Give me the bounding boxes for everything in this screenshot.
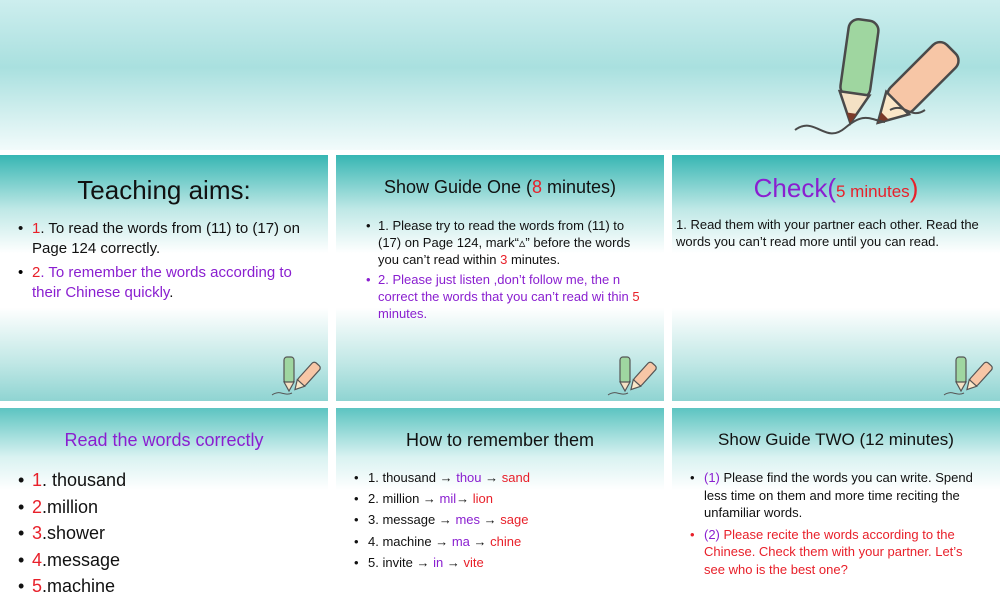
list-item: • 1. Please try to read the words from (11) to (17) on Page 124, mark“▵” before the words you can’t read within 3 minutes.: [366, 217, 648, 268]
slide-check: [672, 155, 1000, 401]
list-item: • 5. invite → in → vite: [354, 552, 644, 573]
list-item: • 2. To remember the words according to their Chinese quickly.: [18, 263, 318, 303]
list-item: • 3. message → mes → sage: [354, 509, 644, 530]
slide-read-words: [0, 408, 328, 604]
slide-title: Read the words correctly: [64, 430, 264, 450]
pencil-decoration-icon: [942, 353, 1000, 399]
pencil-decoration-icon: [790, 10, 990, 150]
pencil-decoration-icon: [606, 353, 664, 399]
slide-guide-one: [336, 155, 664, 401]
slide-remember-them: [336, 408, 664, 604]
list-item: • 2. million → mil→ lion: [354, 488, 644, 509]
list-item: • 4. machine → ma → chine: [354, 531, 644, 552]
list-item: • 3.shower: [18, 520, 308, 547]
list-item: • 1. thousand → thou → sand: [354, 467, 644, 488]
list-item: 1. Read them with your partner each other. Read the words you can’t read more until you can read.: [676, 217, 979, 249]
list-item: • 1. thousand: [18, 467, 308, 494]
list-item: • 1. To read the words from (11) to (17) on Page 124 correctly.: [18, 219, 318, 259]
list-item: • 2.million: [18, 494, 308, 521]
pencil-decoration-icon: [270, 353, 328, 399]
list-item: • (2) Please recite the words according to the Chinese. Check them with your partner. Let’s see who is the best one?: [690, 526, 986, 579]
list-item: • (1) Please find the words you can write. Spend less time on them and more time reciting the unfamiliar words.: [690, 469, 986, 522]
slide-title: Check(5 minutes): [753, 173, 919, 203]
slide-title: Show Guide One (8 minutes): [383, 177, 617, 197]
list-item: • 2. Please just listen ,don’t follow me, the n correct the words that you can’t read wi thin 5 minutes.: [366, 271, 648, 322]
slide-teaching-aims: [0, 155, 328, 401]
top-banner: [0, 0, 1000, 150]
list-item: • 4.message: [18, 547, 308, 574]
list-item: • 5.machine: [18, 573, 308, 600]
slide-title: Show Guide TWO (12 minutes): [718, 430, 954, 449]
slide-guide-two: [672, 408, 1000, 604]
slide-title: How to remember them: [405, 430, 595, 450]
slide-title: Teaching aims:: [77, 175, 251, 205]
